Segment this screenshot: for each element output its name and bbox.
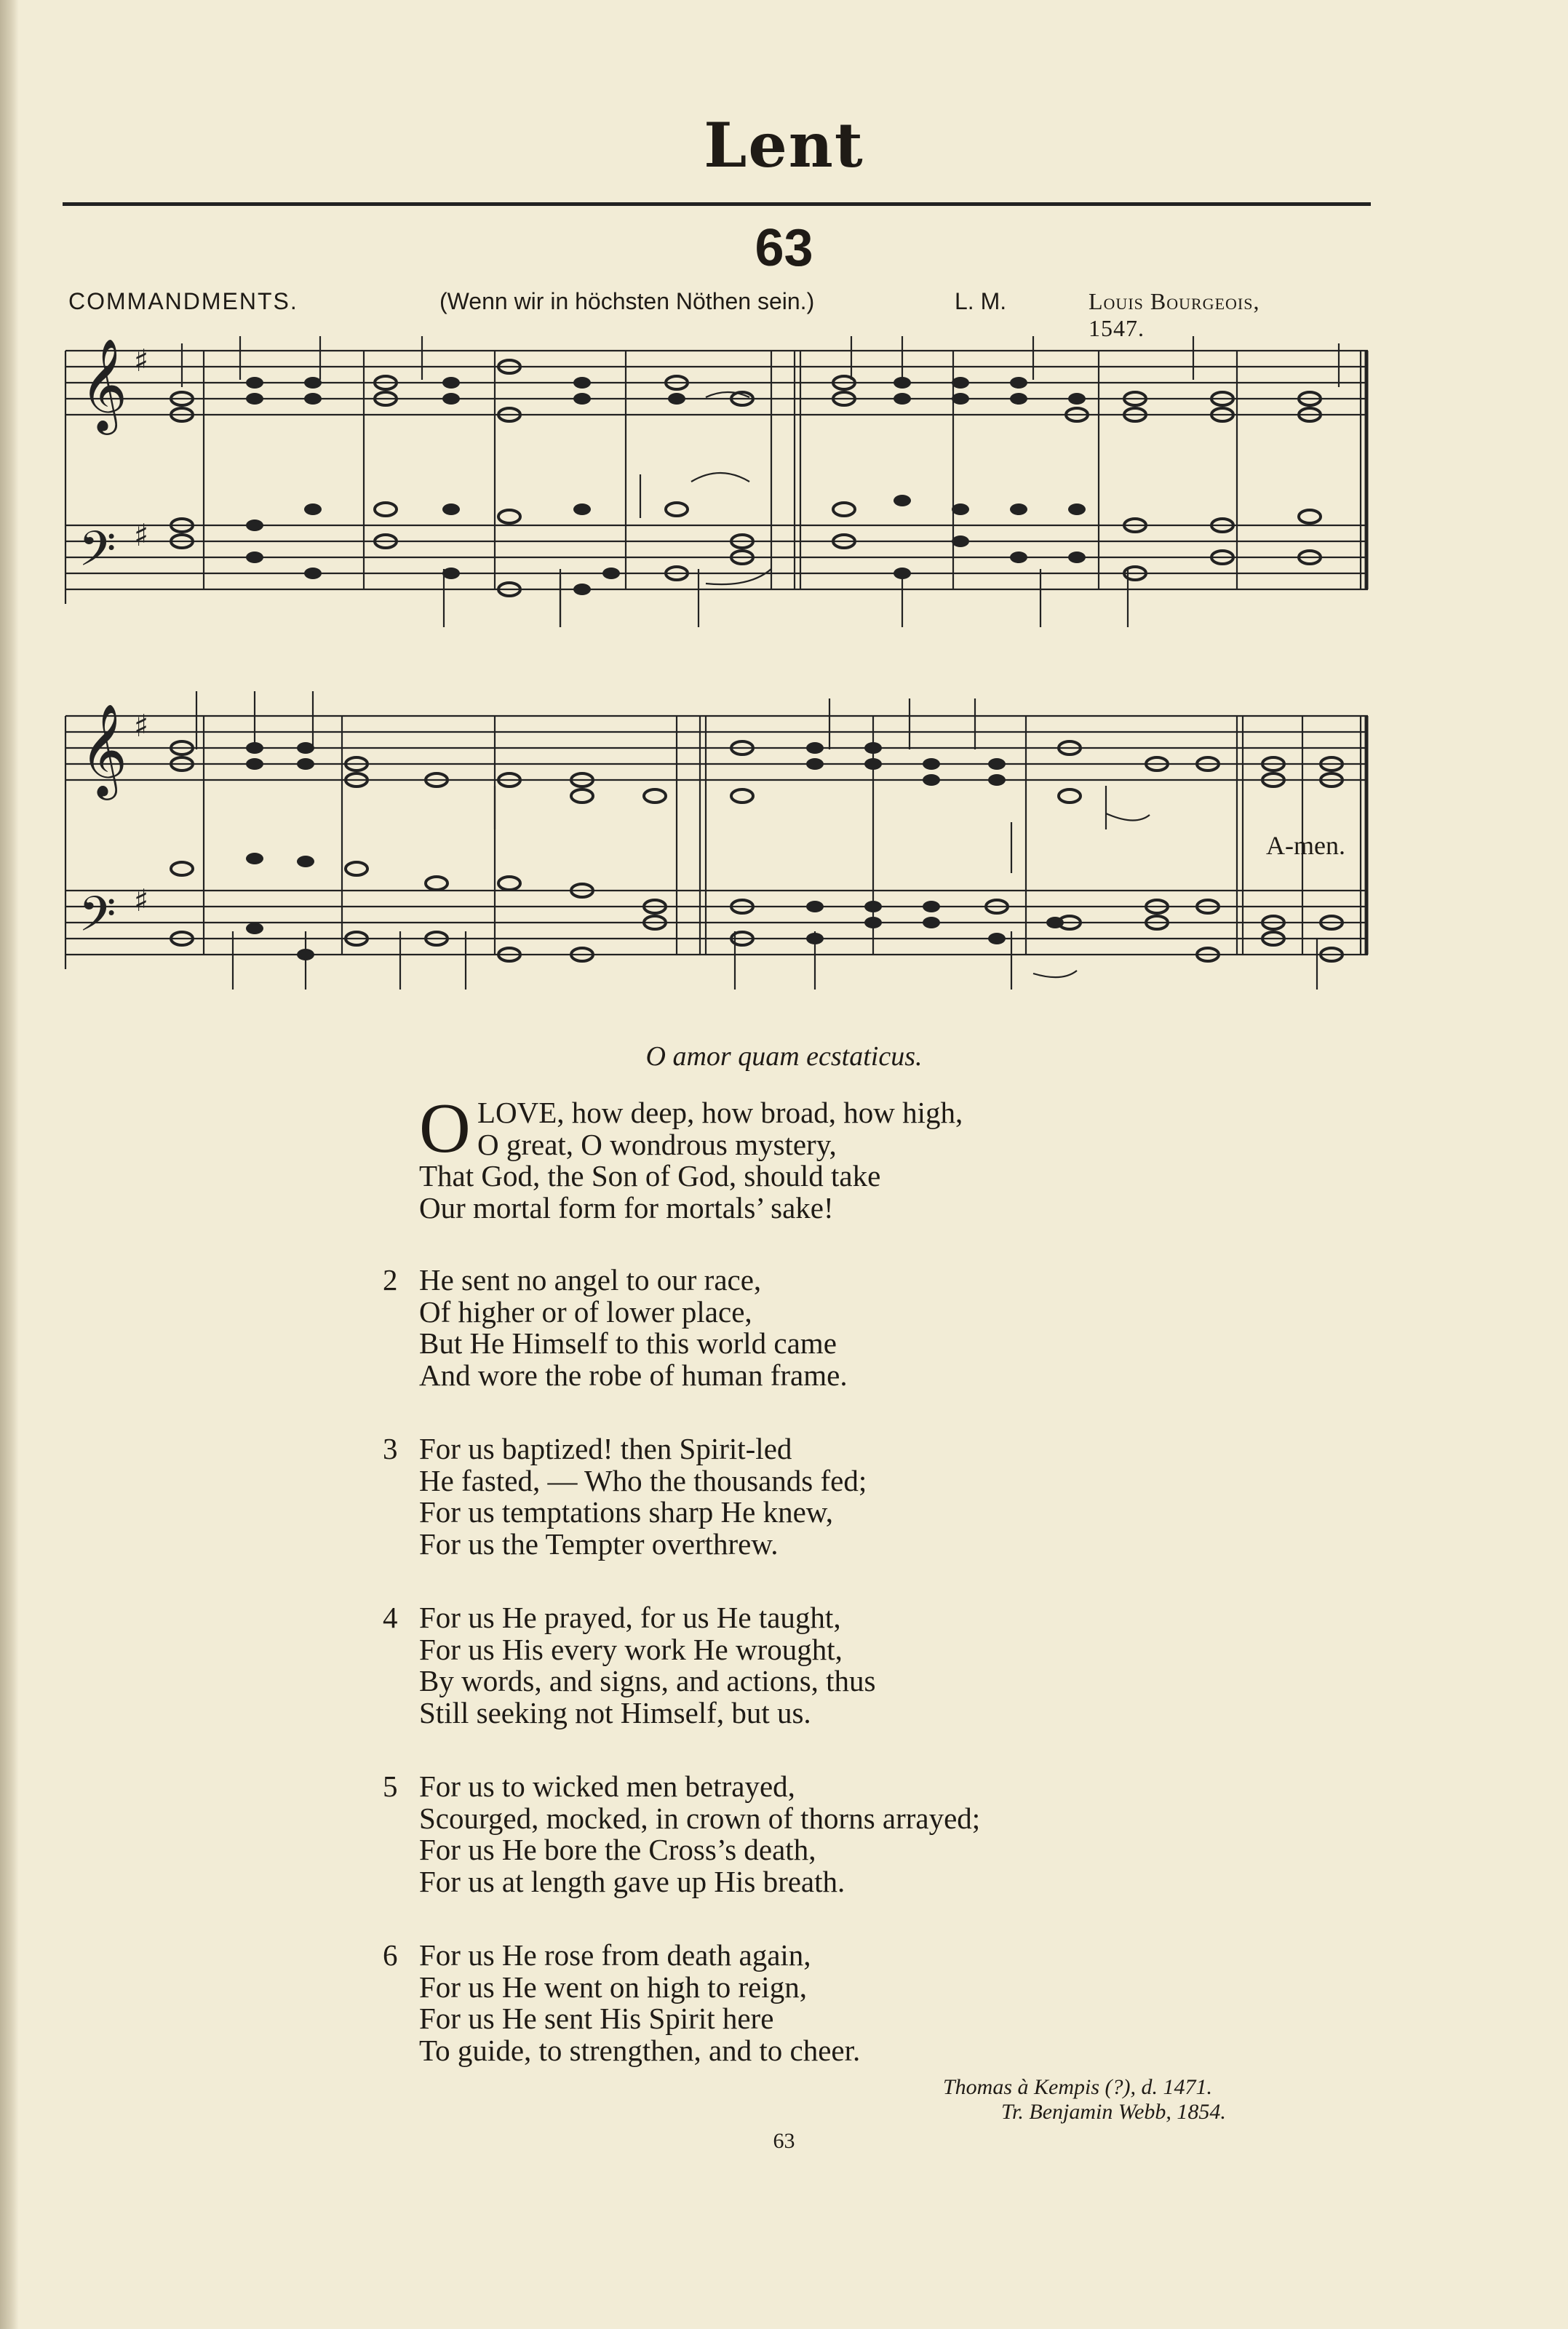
stanza-line: He sent no angel to our race,: [419, 1263, 762, 1297]
svg-text:𝄞: 𝄞: [80, 338, 128, 431]
stanza-5: [383, 1769, 981, 1898]
stanza-line: That God, the Son of God, should take: [419, 1159, 881, 1193]
stanza-number: 2: [383, 1263, 398, 1297]
stanza-number: 4: [383, 1601, 398, 1634]
title-rule: [63, 202, 1371, 206]
svg-text:♯: ♯: [134, 708, 149, 744]
svg-text:𝄢: 𝄢: [79, 886, 116, 954]
stanza-line: For us the Tempter overthrew.: [419, 1526, 779, 1561]
music-system-1: [58, 336, 1382, 656]
stanza-line: For us baptized! then Spirit-led: [419, 1432, 792, 1465]
latin-title: O amor quam ecstaticus.: [645, 1041, 923, 1072]
stanza-number: 6: [383, 1938, 398, 1972]
stanza-3: [383, 1432, 867, 1561]
stanza-number: 5: [383, 1769, 398, 1803]
stanza-line: By words, and signs, and actions, thus: [419, 1664, 876, 1698]
composer: Louis Bourgeois, 1547.: [1089, 288, 1260, 341]
stanza-line: For us He went on high to reign,: [419, 1970, 807, 2004]
stanza-line: For us He rose from death again,: [419, 1938, 811, 1972]
svg-text:♯: ♯: [134, 343, 149, 378]
amen-lyric: A-men.: [1266, 831, 1345, 860]
stanza-line: Of higher or of lower place,: [419, 1294, 752, 1329]
tune-info: [68, 288, 1320, 341]
stanza-line: For us at length gave up His breath.: [419, 1864, 845, 1898]
author-credit: Thomas à Kempis (?), d. 1471.: [943, 2075, 1213, 2099]
section-title: Lent: [704, 109, 864, 181]
tune-meter: L. M.: [955, 288, 1007, 314]
music-system-2: [58, 691, 1382, 1011]
page-number: 63: [773, 2129, 795, 2153]
stanza-1: [419, 1096, 963, 1225]
stanza-2: [383, 1263, 848, 1392]
stanza-line: For us temptations sharp He knew,: [419, 1495, 833, 1529]
score-system-1: [58, 336, 1382, 656]
stanza-line: Our mortal form for mortals’ sake!: [419, 1190, 834, 1225]
stanza-6: [383, 1938, 861, 2067]
page-gutter-shadow: [0, 0, 19, 2329]
stanza-line: He fasted, — Who the thousands fed;: [419, 1463, 867, 1497]
stanza-line: For us His every work He wrought,: [419, 1632, 843, 1666]
stanza-line: To guide, to strengthen, and to cheer.: [419, 2033, 861, 2067]
stanza-4: [383, 1601, 876, 1729]
stanza-line: O great, O wondrous mystery,: [477, 1127, 837, 1161]
svg-text:♯: ♯: [134, 883, 149, 918]
svg-text:𝄞: 𝄞: [80, 703, 128, 796]
stanza-line: And wore the robe of human frame.: [419, 1358, 848, 1392]
stanza-line: Scourged, mocked, in crown of thorns arrayed;: [419, 1801, 981, 1835]
stanza-line: For us to wicked men betrayed,: [419, 1769, 795, 1803]
score-system-2: [58, 691, 1382, 1011]
hymn-number: 63: [755, 219, 813, 277]
stanza-line: LOVE, how deep, how broad, how high,: [477, 1096, 963, 1129]
stanza-line: Still seeking not Himself, but us.: [419, 1695, 811, 1729]
svg-text:𝄢: 𝄢: [79, 521, 116, 589]
stanza-line: For us He bore the Cross’s death,: [419, 1833, 816, 1867]
stanza-number: 3: [383, 1432, 398, 1465]
tune-source: (Wenn wir in höchsten Nöthen sein.): [439, 288, 815, 314]
svg-text:♯: ♯: [134, 517, 149, 553]
translator-credit: Tr. Benjamin Webb, 1854.: [1001, 2100, 1226, 2124]
tune-name: COMMANDMENTS.: [68, 288, 298, 314]
drop-cap: O: [419, 1089, 471, 1168]
stanza-line: For us He sent His Spirit here: [419, 2002, 774, 2036]
stanza-line: But He Himself to this world came: [419, 1326, 837, 1361]
stanza-line: For us He prayed, for us He taught,: [419, 1601, 841, 1634]
